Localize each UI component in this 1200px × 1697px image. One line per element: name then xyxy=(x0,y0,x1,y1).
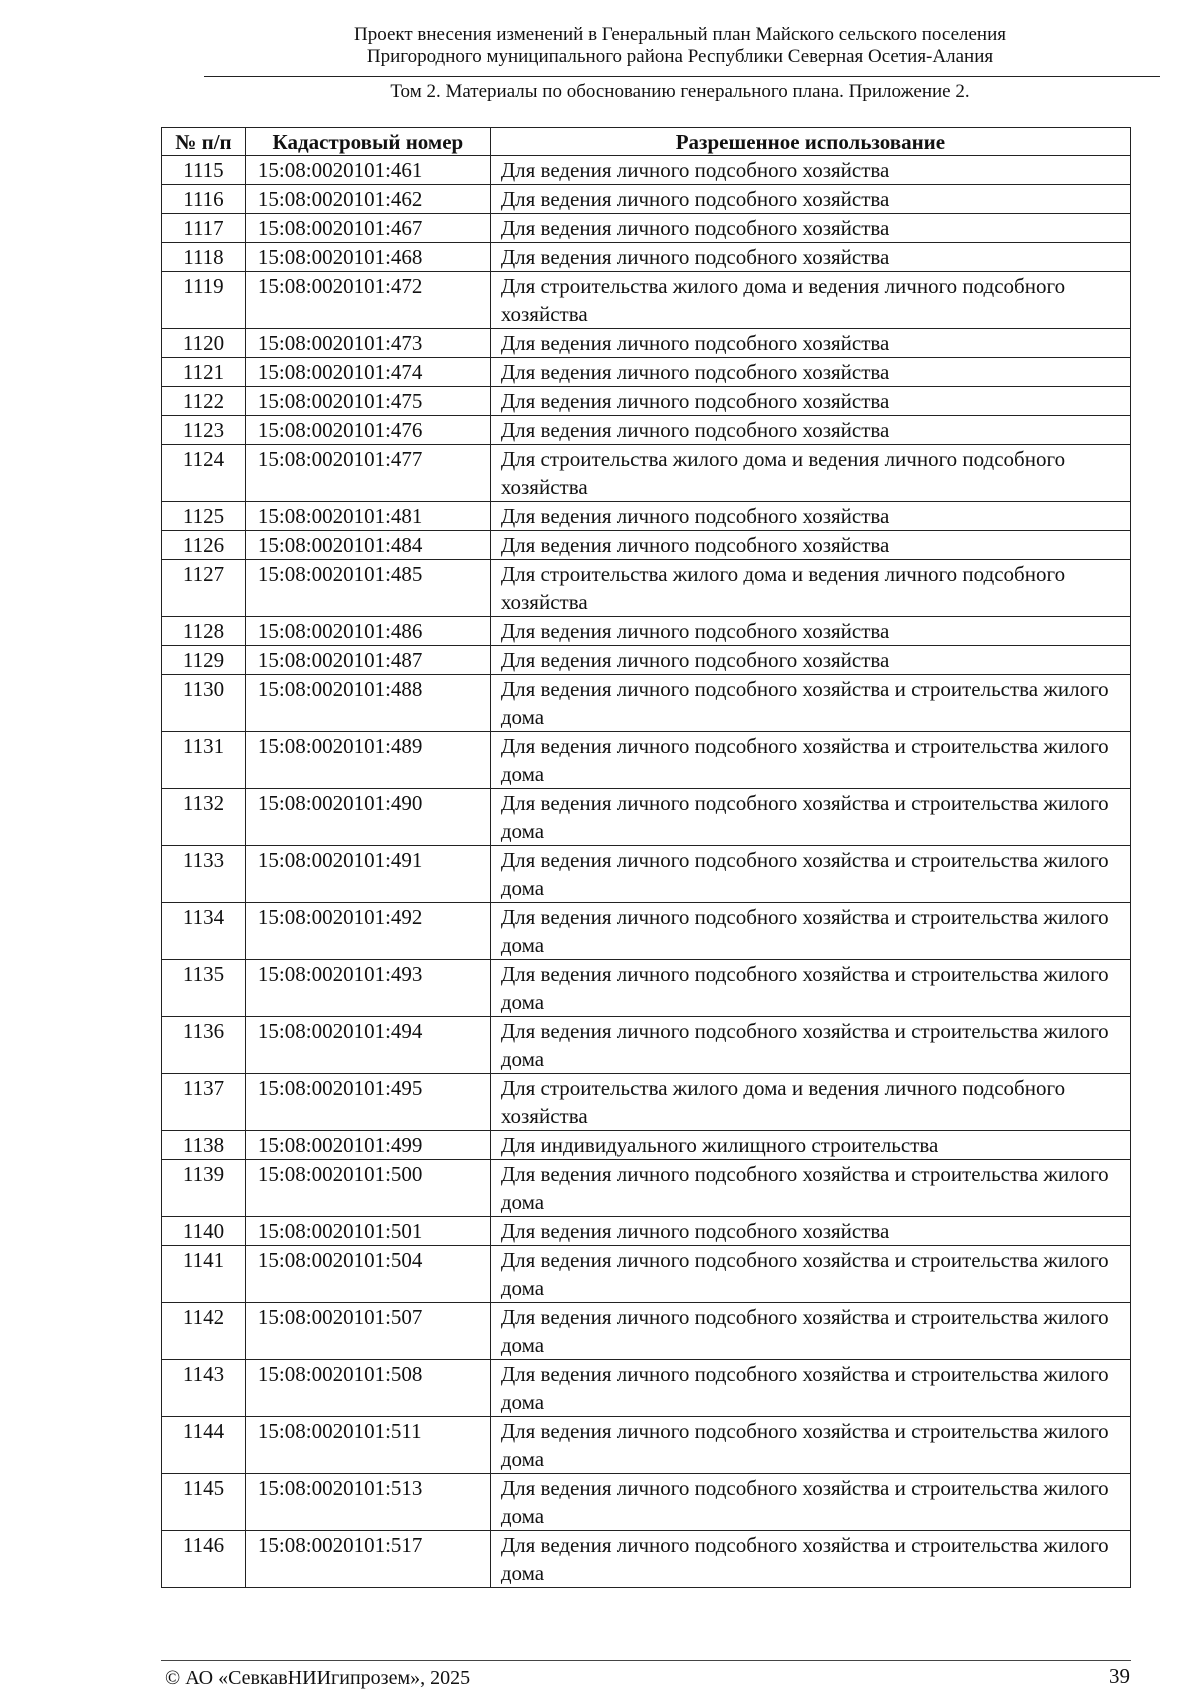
row-number: 1116 xyxy=(162,185,246,214)
permitted-use: Для ведения личного подсобного хозяйства xyxy=(490,358,1130,387)
table-row xyxy=(162,1531,1131,1588)
table-row xyxy=(162,531,1131,560)
cadastral-number: 15:08:0020101:501 xyxy=(245,1217,490,1246)
cadastral-number: 15:08:0020101:494 xyxy=(245,1017,490,1074)
cadastral-number: 15:08:0020101:513 xyxy=(245,1474,490,1531)
cadastral-number: 15:08:0020101:507 xyxy=(245,1303,490,1360)
permitted-use: Для ведения личного подсобного хозяйства и строительства жилого дома xyxy=(490,1474,1130,1531)
table-row xyxy=(162,502,1131,531)
row-number: 1129 xyxy=(162,646,246,675)
row-number: 1122 xyxy=(162,387,246,416)
permitted-use: Для ведения личного подсобного хозяйства xyxy=(490,185,1130,214)
table-row xyxy=(162,646,1131,675)
table-row xyxy=(162,445,1131,502)
row-number: 1146 xyxy=(162,1531,246,1588)
permitted-use: Для ведения личного подсобного хозяйства xyxy=(490,1217,1130,1246)
table-row xyxy=(162,846,1131,903)
table-row xyxy=(162,358,1131,387)
document-header xyxy=(200,24,1160,68)
table-row xyxy=(162,617,1131,646)
row-number: 1117 xyxy=(162,214,246,243)
row-number: 1141 xyxy=(162,1246,246,1303)
header-line-1: Проект внесения изменений в Генеральный план Майского сельского поселения xyxy=(353,24,1006,45)
row-number: 1125 xyxy=(162,502,246,531)
permitted-use: Для ведения личного подсобного хозяйства и строительства жилого дома xyxy=(490,903,1130,960)
cadastral-number: 15:08:0020101:491 xyxy=(245,846,490,903)
permitted-use: Для ведения личного подсобного хозяйства и строительства жилого дома xyxy=(490,675,1130,732)
row-number: 1140 xyxy=(162,1217,246,1246)
permitted-use: Для ведения личного подсобного хозяйства xyxy=(490,416,1130,445)
row-number: 1119 xyxy=(162,272,246,329)
row-number: 1142 xyxy=(162,1303,246,1360)
row-number: 1132 xyxy=(162,789,246,846)
permitted-use: Для индивидуального жилищного строительства xyxy=(490,1131,1130,1160)
table-header-row xyxy=(162,128,1131,156)
table-row xyxy=(162,1417,1131,1474)
cadastral-number: 15:08:0020101:488 xyxy=(245,675,490,732)
permitted-use: Для ведения личного подсобного хозяйства и строительства жилого дома xyxy=(490,1246,1130,1303)
table-row xyxy=(162,789,1131,846)
cadastral-number: 15:08:0020101:493 xyxy=(245,960,490,1017)
cadastral-number: 15:08:0020101:477 xyxy=(245,445,490,502)
row-number: 1137 xyxy=(162,1074,246,1131)
column-header-usage: Разрешенное использование xyxy=(490,128,1130,156)
footer-copyright: © АО «СевкавНИИгипрозем», 2025 xyxy=(165,1667,471,1689)
table-body xyxy=(162,156,1131,1588)
table-row xyxy=(162,272,1131,329)
table-row xyxy=(162,329,1131,358)
row-number: 1133 xyxy=(162,846,246,903)
cadastral-number: 15:08:0020101:473 xyxy=(245,329,490,358)
parcel-table xyxy=(161,127,1131,1588)
permitted-use: Для строительства жилого дома и ведения личного подсобного хозяйства xyxy=(490,445,1130,502)
permitted-use: Для ведения личного подсобного хозяйства xyxy=(490,387,1130,416)
table-row xyxy=(162,156,1131,185)
permitted-use: Для строительства жилого дома и ведения личного подсобного хозяйства xyxy=(490,560,1130,617)
row-number: 1120 xyxy=(162,329,246,358)
table-row xyxy=(162,214,1131,243)
cadastral-number: 15:08:0020101:462 xyxy=(245,185,490,214)
table-row xyxy=(162,1303,1131,1360)
row-number: 1121 xyxy=(162,358,246,387)
row-number: 1143 xyxy=(162,1360,246,1417)
cadastral-number: 15:08:0020101:484 xyxy=(245,531,490,560)
cadastral-number: 15:08:0020101:489 xyxy=(245,732,490,789)
cadastral-number: 15:08:0020101:461 xyxy=(245,156,490,185)
table-row xyxy=(162,1074,1131,1131)
cadastral-number: 15:08:0020101:499 xyxy=(245,1131,490,1160)
table-row xyxy=(162,1017,1131,1074)
row-number: 1128 xyxy=(162,617,246,646)
table-row xyxy=(162,416,1131,445)
permitted-use: Для ведения личного подсобного хозяйства xyxy=(490,502,1130,531)
cadastral-number: 15:08:0020101:504 xyxy=(245,1246,490,1303)
cadastral-number: 15:08:0020101:500 xyxy=(245,1160,490,1217)
document-subtitle: Том 2. Материалы по обоснованию генерального плана. Приложение 2. xyxy=(390,81,970,102)
table-row xyxy=(162,960,1131,1017)
table-row xyxy=(162,1474,1131,1531)
row-number: 1134 xyxy=(162,903,246,960)
cadastral-number: 15:08:0020101:511 xyxy=(245,1417,490,1474)
cadastral-number: 15:08:0020101:474 xyxy=(245,358,490,387)
permitted-use: Для строительства жилого дома и ведения личного подсобного хозяйства xyxy=(490,272,1130,329)
table-row xyxy=(162,243,1131,272)
row-number: 1139 xyxy=(162,1160,246,1217)
cadastral-number: 15:08:0020101:475 xyxy=(245,387,490,416)
row-number: 1144 xyxy=(162,1417,246,1474)
column-header-cadastral: Кадастровый номер xyxy=(245,128,490,156)
cadastral-number: 15:08:0020101:485 xyxy=(245,560,490,617)
cadastral-number: 15:08:0020101:467 xyxy=(245,214,490,243)
permitted-use: Для ведения личного подсобного хозяйства и строительства жилого дома xyxy=(490,1017,1130,1074)
table-row xyxy=(162,1131,1131,1160)
table-row xyxy=(162,560,1131,617)
row-number: 1115 xyxy=(162,156,246,185)
cadastral-number: 15:08:0020101:517 xyxy=(245,1531,490,1588)
permitted-use: Для ведения личного подсобного хозяйства и строительства жилого дома xyxy=(490,732,1130,789)
cadastral-number: 15:08:0020101:486 xyxy=(245,617,490,646)
cadastral-number: 15:08:0020101:508 xyxy=(245,1360,490,1417)
permitted-use: Для ведения личного подсобного хозяйства и строительства жилого дома xyxy=(490,1531,1130,1588)
footer-divider xyxy=(161,1660,1131,1661)
cadastral-number: 15:08:0020101:492 xyxy=(245,903,490,960)
table-row xyxy=(162,1246,1131,1303)
permitted-use: Для ведения личного подсобного хозяйства и строительства жилого дома xyxy=(490,1417,1130,1474)
table-row xyxy=(162,903,1131,960)
table-row xyxy=(162,387,1131,416)
cadastral-number: 15:08:0020101:476 xyxy=(245,416,490,445)
cadastral-number: 15:08:0020101:481 xyxy=(245,502,490,531)
table-row xyxy=(162,675,1131,732)
row-number: 1135 xyxy=(162,960,246,1017)
row-number: 1131 xyxy=(162,732,246,789)
table-row xyxy=(162,1217,1131,1246)
cadastral-number: 15:08:0020101:468 xyxy=(245,243,490,272)
permitted-use: Для ведения личного подсобного хозяйства xyxy=(490,617,1130,646)
permitted-use: Для ведения личного подсобного хозяйства xyxy=(490,156,1130,185)
row-number: 1130 xyxy=(162,675,246,732)
row-number: 1126 xyxy=(162,531,246,560)
table-row xyxy=(162,185,1131,214)
permitted-use: Для ведения личного подсобного хозяйства xyxy=(490,646,1130,675)
permitted-use: Для ведения личного подсобного хозяйства и строительства жилого дома xyxy=(490,1160,1130,1217)
cadastral-number: 15:08:0020101:495 xyxy=(245,1074,490,1131)
cadastral-number: 15:08:0020101:490 xyxy=(245,789,490,846)
permitted-use: Для ведения личного подсобного хозяйства и строительства жилого дома xyxy=(490,846,1130,903)
cadastral-number: 15:08:0020101:487 xyxy=(245,646,490,675)
row-number: 1124 xyxy=(162,445,246,502)
permitted-use: Для ведения личного подсобного хозяйства xyxy=(490,329,1130,358)
header-line-2: Пригородного муниципального района Республики Северная Осетия-Алания xyxy=(366,46,994,67)
row-number: 1136 xyxy=(162,1017,246,1074)
permitted-use: Для ведения личного подсобного хозяйства и строительства жилого дома xyxy=(490,789,1130,846)
permitted-use: Для ведения личного подсобного хозяйства и строительства жилого дома xyxy=(490,1360,1130,1417)
permitted-use: Для строительства жилого дома и ведения личного подсобного хозяйства xyxy=(490,1074,1130,1131)
row-number: 1123 xyxy=(162,416,246,445)
row-number: 1127 xyxy=(162,560,246,617)
row-number: 1118 xyxy=(162,243,246,272)
permitted-use: Для ведения личного подсобного хозяйства xyxy=(490,531,1130,560)
table-row xyxy=(162,1360,1131,1417)
cadastral-number: 15:08:0020101:472 xyxy=(245,272,490,329)
page-number: 39 xyxy=(1109,1664,1130,1688)
table-row xyxy=(162,1160,1131,1217)
header-divider xyxy=(204,76,1160,77)
table-row xyxy=(162,732,1131,789)
permitted-use: Для ведения личного подсобного хозяйства xyxy=(490,214,1130,243)
permitted-use: Для ведения личного подсобного хозяйства xyxy=(490,243,1130,272)
permitted-use: Для ведения личного подсобного хозяйства и строительства жилого дома xyxy=(490,960,1130,1017)
column-header-number: № п/п xyxy=(162,128,246,156)
permitted-use: Для ведения личного подсобного хозяйства и строительства жилого дома xyxy=(490,1303,1130,1360)
row-number: 1145 xyxy=(162,1474,246,1531)
row-number: 1138 xyxy=(162,1131,246,1160)
